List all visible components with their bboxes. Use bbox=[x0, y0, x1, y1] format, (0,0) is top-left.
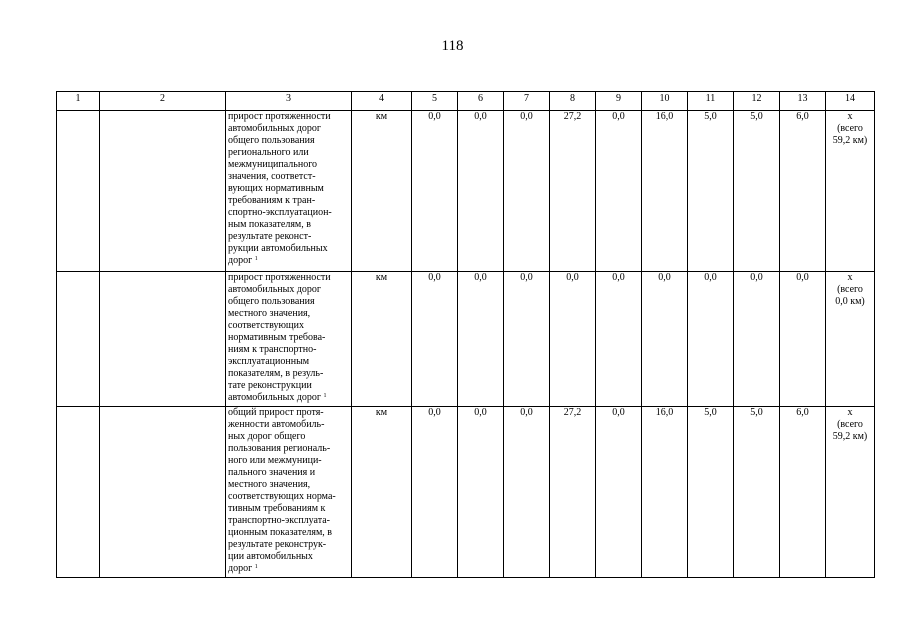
description-line: дорог bbox=[228, 255, 253, 266]
description-line: общего пользования bbox=[228, 296, 315, 307]
value-cell: 5,0 bbox=[688, 407, 734, 578]
table-row bbox=[57, 272, 875, 407]
description-line: результате реконструк- bbox=[228, 539, 327, 550]
value-cell: 0,0 bbox=[688, 272, 734, 407]
description-line: нормативным требова- bbox=[228, 332, 326, 343]
value-cell: 5,0 bbox=[734, 407, 780, 578]
value-cell: 0,0 bbox=[596, 407, 642, 578]
description-line: соответствующих норма- bbox=[228, 491, 336, 502]
description-line: ции автомобильных bbox=[228, 551, 313, 562]
description-line: значения, соответст- bbox=[228, 171, 316, 182]
description-line: местного значения, bbox=[228, 308, 311, 319]
page-number: 118 bbox=[441, 38, 464, 54]
description-line: требованиям к тран- bbox=[228, 195, 316, 206]
value-cell: 0,0 bbox=[458, 111, 504, 272]
description-line: автомобильных дорог bbox=[228, 392, 322, 403]
unit-cell: км bbox=[352, 111, 412, 272]
header-cell: 9 bbox=[596, 92, 642, 111]
header-cell: 4 bbox=[352, 92, 412, 111]
total-line: (всего bbox=[837, 419, 863, 430]
header-cell: 7 bbox=[504, 92, 550, 111]
value-cell: 0,0 bbox=[734, 272, 780, 407]
header-cell: 3 bbox=[226, 92, 352, 111]
table-row bbox=[57, 407, 875, 578]
header-cell: 12 bbox=[734, 92, 780, 111]
header-cell: 6 bbox=[458, 92, 504, 111]
value-cell: 0,0 bbox=[458, 272, 504, 407]
value-cell: 5,0 bbox=[688, 111, 734, 272]
cell-col-2 bbox=[100, 111, 226, 272]
description-line: тате реконструкции bbox=[228, 380, 312, 391]
header-row bbox=[57, 92, 875, 111]
value-cell: 0,0 bbox=[642, 272, 688, 407]
description-line: автомобильных дорог bbox=[228, 123, 322, 134]
description-line: транспортно-эксплуата- bbox=[228, 515, 330, 526]
total-line: 59,2 км) bbox=[832, 135, 868, 146]
description-line: межмуниципального bbox=[228, 159, 318, 170]
value-cell: 0,0 bbox=[550, 272, 596, 407]
description-line: ным показателям, в bbox=[228, 219, 311, 230]
description-line: тивным требованиям к bbox=[228, 503, 326, 514]
description-line: пального значения и bbox=[228, 467, 316, 478]
description-line: ного или межмуници- bbox=[228, 455, 322, 466]
description-line: женности автомобиль- bbox=[228, 419, 325, 430]
unit-cell: км bbox=[352, 407, 412, 578]
description-line: прирост протяженности bbox=[228, 111, 331, 122]
description-line: общий прирост протя- bbox=[228, 407, 324, 418]
total-line: 59,2 км) bbox=[832, 431, 868, 442]
description-line: спортно-эксплуатацион- bbox=[228, 207, 332, 218]
indicator-description bbox=[226, 111, 352, 272]
total-cell bbox=[826, 272, 875, 407]
indicator-description bbox=[226, 272, 352, 407]
description-line: ниям к транспортно- bbox=[228, 344, 317, 355]
value-cell: 16,0 bbox=[642, 111, 688, 272]
description-line: соответствующих bbox=[228, 320, 304, 331]
value-cell: 16,0 bbox=[642, 407, 688, 578]
value-cell: 0,0 bbox=[596, 272, 642, 407]
total-line: (всего bbox=[837, 284, 863, 295]
cell-col-1 bbox=[57, 272, 100, 407]
total-cell bbox=[826, 111, 875, 272]
total-cell bbox=[826, 407, 875, 578]
description-line: автомобильных дорог bbox=[228, 284, 322, 295]
value-cell: 6,0 bbox=[780, 407, 826, 578]
description-line: прирост протяженности bbox=[228, 272, 331, 283]
header-cell: 11 bbox=[688, 92, 734, 111]
total-line: х bbox=[847, 111, 853, 122]
total-line: х bbox=[847, 407, 853, 418]
header-cell: 10 bbox=[642, 92, 688, 111]
footnote-marker: 1 bbox=[323, 393, 327, 399]
unit-cell: км bbox=[352, 272, 412, 407]
value-cell: 0,0 bbox=[596, 111, 642, 272]
description-line: местного значения, bbox=[228, 479, 311, 490]
value-cell: 0,0 bbox=[504, 272, 550, 407]
header-cell: 2 bbox=[100, 92, 226, 111]
header-cell: 14 bbox=[826, 92, 875, 111]
value-cell: 27,2 bbox=[550, 407, 596, 578]
header-cell: 13 bbox=[780, 92, 826, 111]
description-line: рукции автомобильных bbox=[228, 243, 328, 254]
description-line: дорог bbox=[228, 563, 253, 574]
cell-col-2 bbox=[100, 407, 226, 578]
description-line: показателям, в резуль- bbox=[228, 368, 324, 379]
header-cell: 5 bbox=[412, 92, 458, 111]
description-line: общего пользования bbox=[228, 135, 315, 146]
description-line: ных дорог общего bbox=[228, 431, 306, 442]
header-cell: 8 bbox=[550, 92, 596, 111]
indicator-description bbox=[226, 407, 352, 578]
description-line: ционным показателям, в bbox=[228, 527, 333, 538]
total-line: х bbox=[847, 272, 853, 283]
value-cell: 0,0 bbox=[412, 272, 458, 407]
cell-col-1 bbox=[57, 111, 100, 272]
cell-col-1 bbox=[57, 407, 100, 578]
description-line: вующих нормативным bbox=[228, 183, 324, 194]
header-cell: 1 bbox=[57, 92, 100, 111]
value-cell: 6,0 bbox=[780, 111, 826, 272]
cell-col-2 bbox=[100, 272, 226, 407]
description-line: регионального или bbox=[228, 147, 309, 158]
value-cell: 0,0 bbox=[458, 407, 504, 578]
data-table bbox=[56, 91, 875, 578]
footnote-marker: 1 bbox=[254, 256, 258, 262]
description-line: эксплуатационным bbox=[228, 356, 310, 367]
value-cell: 0,0 bbox=[780, 272, 826, 407]
value-cell: 27,2 bbox=[550, 111, 596, 272]
total-line: (всего bbox=[837, 123, 863, 134]
value-cell: 0,0 bbox=[504, 407, 550, 578]
footnote-marker: 1 bbox=[254, 564, 258, 570]
description-line: пользования региональ- bbox=[228, 443, 331, 454]
value-cell: 0,0 bbox=[504, 111, 550, 272]
description-line: результате реконст- bbox=[228, 231, 312, 242]
value-cell: 0,0 bbox=[412, 111, 458, 272]
value-cell: 5,0 bbox=[734, 111, 780, 272]
total-line: 0,0 км) bbox=[835, 296, 865, 307]
value-cell: 0,0 bbox=[412, 407, 458, 578]
table-row bbox=[57, 111, 875, 272]
